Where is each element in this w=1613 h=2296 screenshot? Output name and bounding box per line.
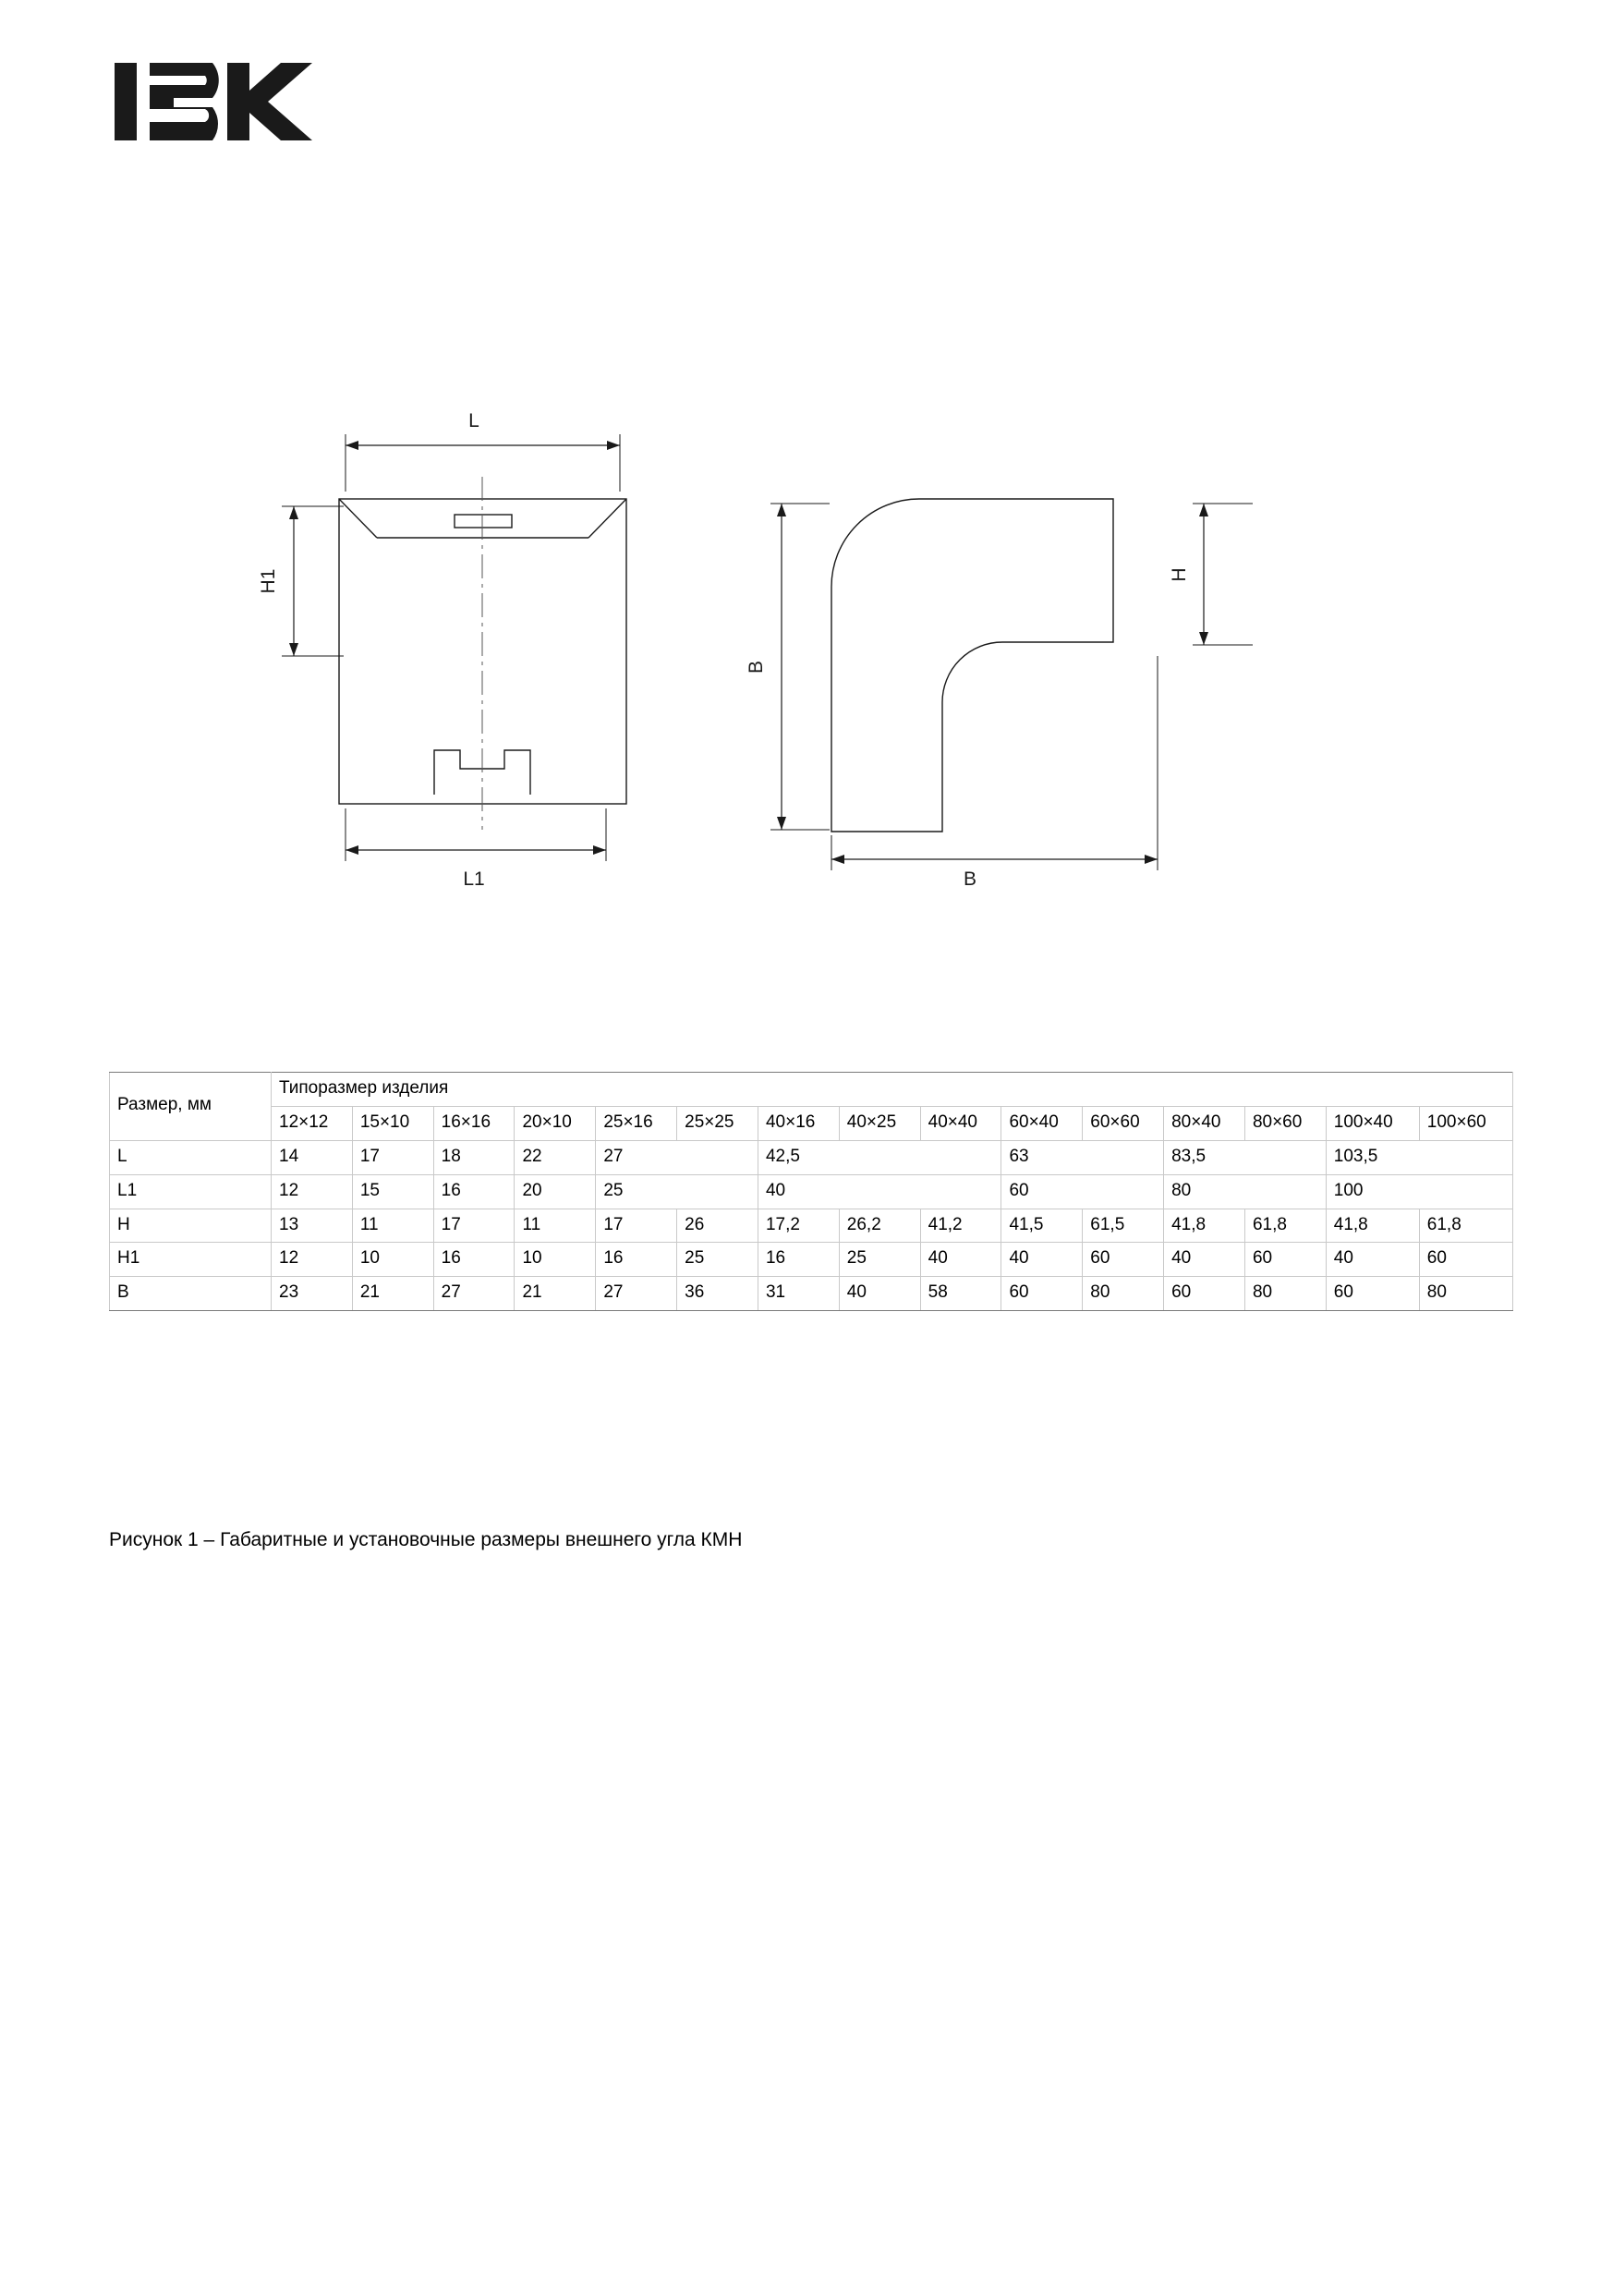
table-cell: 21 [352,1277,433,1311]
table-row [110,1277,1513,1311]
table-cell: 31 [758,1277,839,1311]
table-cell: 16 [758,1243,839,1277]
table-cell: 40 [839,1277,920,1311]
row-label: L [110,1140,272,1174]
table-cell: 40 [1001,1243,1083,1277]
table-cell: 40 [1164,1243,1245,1277]
table-row [110,1140,1513,1174]
table-cell: 12 [272,1174,353,1209]
header-size-11: 80×40 [1164,1106,1245,1140]
table-cell: 61,8 [1244,1209,1326,1243]
table-cell: 36 [677,1277,758,1311]
row-label: L1 [110,1174,272,1209]
table-cell: 26,2 [839,1209,920,1243]
table-cell: 17 [433,1209,515,1243]
table-cell: 11 [352,1209,433,1243]
table-cell: 60 [1001,1277,1083,1311]
table-cell: 41,8 [1164,1209,1245,1243]
iek-logo-icon [109,55,312,157]
table-cell: 20 [515,1174,596,1209]
table-cell: 16 [433,1243,515,1277]
header-size-13: 100×40 [1326,1106,1419,1140]
label-B-horizontal: B [963,869,977,890]
row-label: H [110,1209,272,1243]
table-cell: 25 [839,1243,920,1277]
header-size-7: 40×25 [839,1106,920,1140]
table-row [110,1209,1513,1243]
table-cell: 40 [758,1174,1001,1209]
header-size-12: 80×60 [1244,1106,1326,1140]
table-body [110,1140,1513,1310]
header-size-0: 12×12 [272,1106,353,1140]
table-cell: 27 [596,1140,758,1174]
table-cell: 17 [596,1209,677,1243]
dimensions-table-wrap [109,1072,1513,1311]
table-cell: 23 [272,1277,353,1311]
table-cell: 17 [352,1140,433,1174]
table-cell: 60 [1419,1243,1512,1277]
table-cell: 80 [1083,1277,1164,1311]
table-cell: 16 [596,1243,677,1277]
dimension-drawing-svg [0,388,1613,905]
header-size-1: 15×10 [352,1106,433,1140]
table-cell: 16 [433,1174,515,1209]
table-cell: 10 [352,1243,433,1277]
table-cell: 40 [920,1243,1001,1277]
table-cell: 80 [1419,1277,1512,1311]
iek-logo [109,55,312,157]
table-cell: 60 [1164,1277,1245,1311]
label-L1: L1 [463,869,485,890]
table-cell: 41,5 [1001,1209,1083,1243]
table-cell: 10 [515,1243,596,1277]
header-size-4: 25×16 [596,1106,677,1140]
table-cell: 18 [433,1140,515,1174]
table-cell: 80 [1164,1174,1327,1209]
figure-caption: Рисунок 1 – Габаритные и установочные размеры внешнего угла КМН [109,1529,743,1550]
table-cell: 14 [272,1140,353,1174]
table-row [110,1174,1513,1209]
row-label: B [110,1277,272,1311]
table-cell: 58 [920,1277,1001,1311]
table-cell: 27 [433,1277,515,1311]
header-size-9: 60×40 [1001,1106,1083,1140]
table-cell: 21 [515,1277,596,1311]
table-cell: 11 [515,1209,596,1243]
header-size-2: 16×16 [433,1106,515,1140]
table-cell: 61,5 [1083,1209,1164,1243]
table-cell: 80 [1244,1277,1326,1311]
table-cell: 40 [1326,1243,1419,1277]
header-size-3: 20×10 [515,1106,596,1140]
label-L: L [468,410,479,431]
table-cell: 41,8 [1326,1209,1419,1243]
table-cell: 26 [677,1209,758,1243]
header-size-8: 40×40 [920,1106,1001,1140]
table-cell: 60 [1083,1243,1164,1277]
dimensions-table [109,1072,1513,1311]
table-cell: 17,2 [758,1209,839,1243]
table-cell: 60 [1001,1174,1164,1209]
table-header-row-2 [110,1106,1513,1140]
technical-drawings [0,388,1613,905]
label-H1: H1 [258,568,279,594]
header-size-label: Размер, мм [110,1073,272,1141]
table-cell: 41,2 [920,1209,1001,1243]
table-cell: 13 [272,1209,353,1243]
header-size-5: 25×25 [677,1106,758,1140]
table-cell: 60 [1244,1243,1326,1277]
header-group-label: Типоразмер изделия [272,1073,1513,1107]
table-cell: 100 [1326,1174,1512,1209]
label-B-vertical: B [746,660,767,674]
table-cell: 42,5 [758,1140,1001,1174]
row-label: H1 [110,1243,272,1277]
table-cell: 15 [352,1174,433,1209]
header-size-10: 60×60 [1083,1106,1164,1140]
table-header-row-1 [110,1073,1513,1107]
table-cell: 61,8 [1419,1209,1512,1243]
table-cell: 60 [1326,1277,1419,1311]
table-cell: 25 [596,1174,758,1209]
table-cell: 27 [596,1277,677,1311]
table-row [110,1243,1513,1277]
table-cell: 12 [272,1243,353,1277]
table-cell: 103,5 [1326,1140,1512,1174]
header-size-14: 100×60 [1419,1106,1512,1140]
table-cell: 83,5 [1164,1140,1327,1174]
header-size-6: 40×16 [758,1106,839,1140]
table-cell: 25 [677,1243,758,1277]
label-H: H [1169,567,1190,582]
table-cell: 63 [1001,1140,1164,1174]
table-cell: 22 [515,1140,596,1174]
